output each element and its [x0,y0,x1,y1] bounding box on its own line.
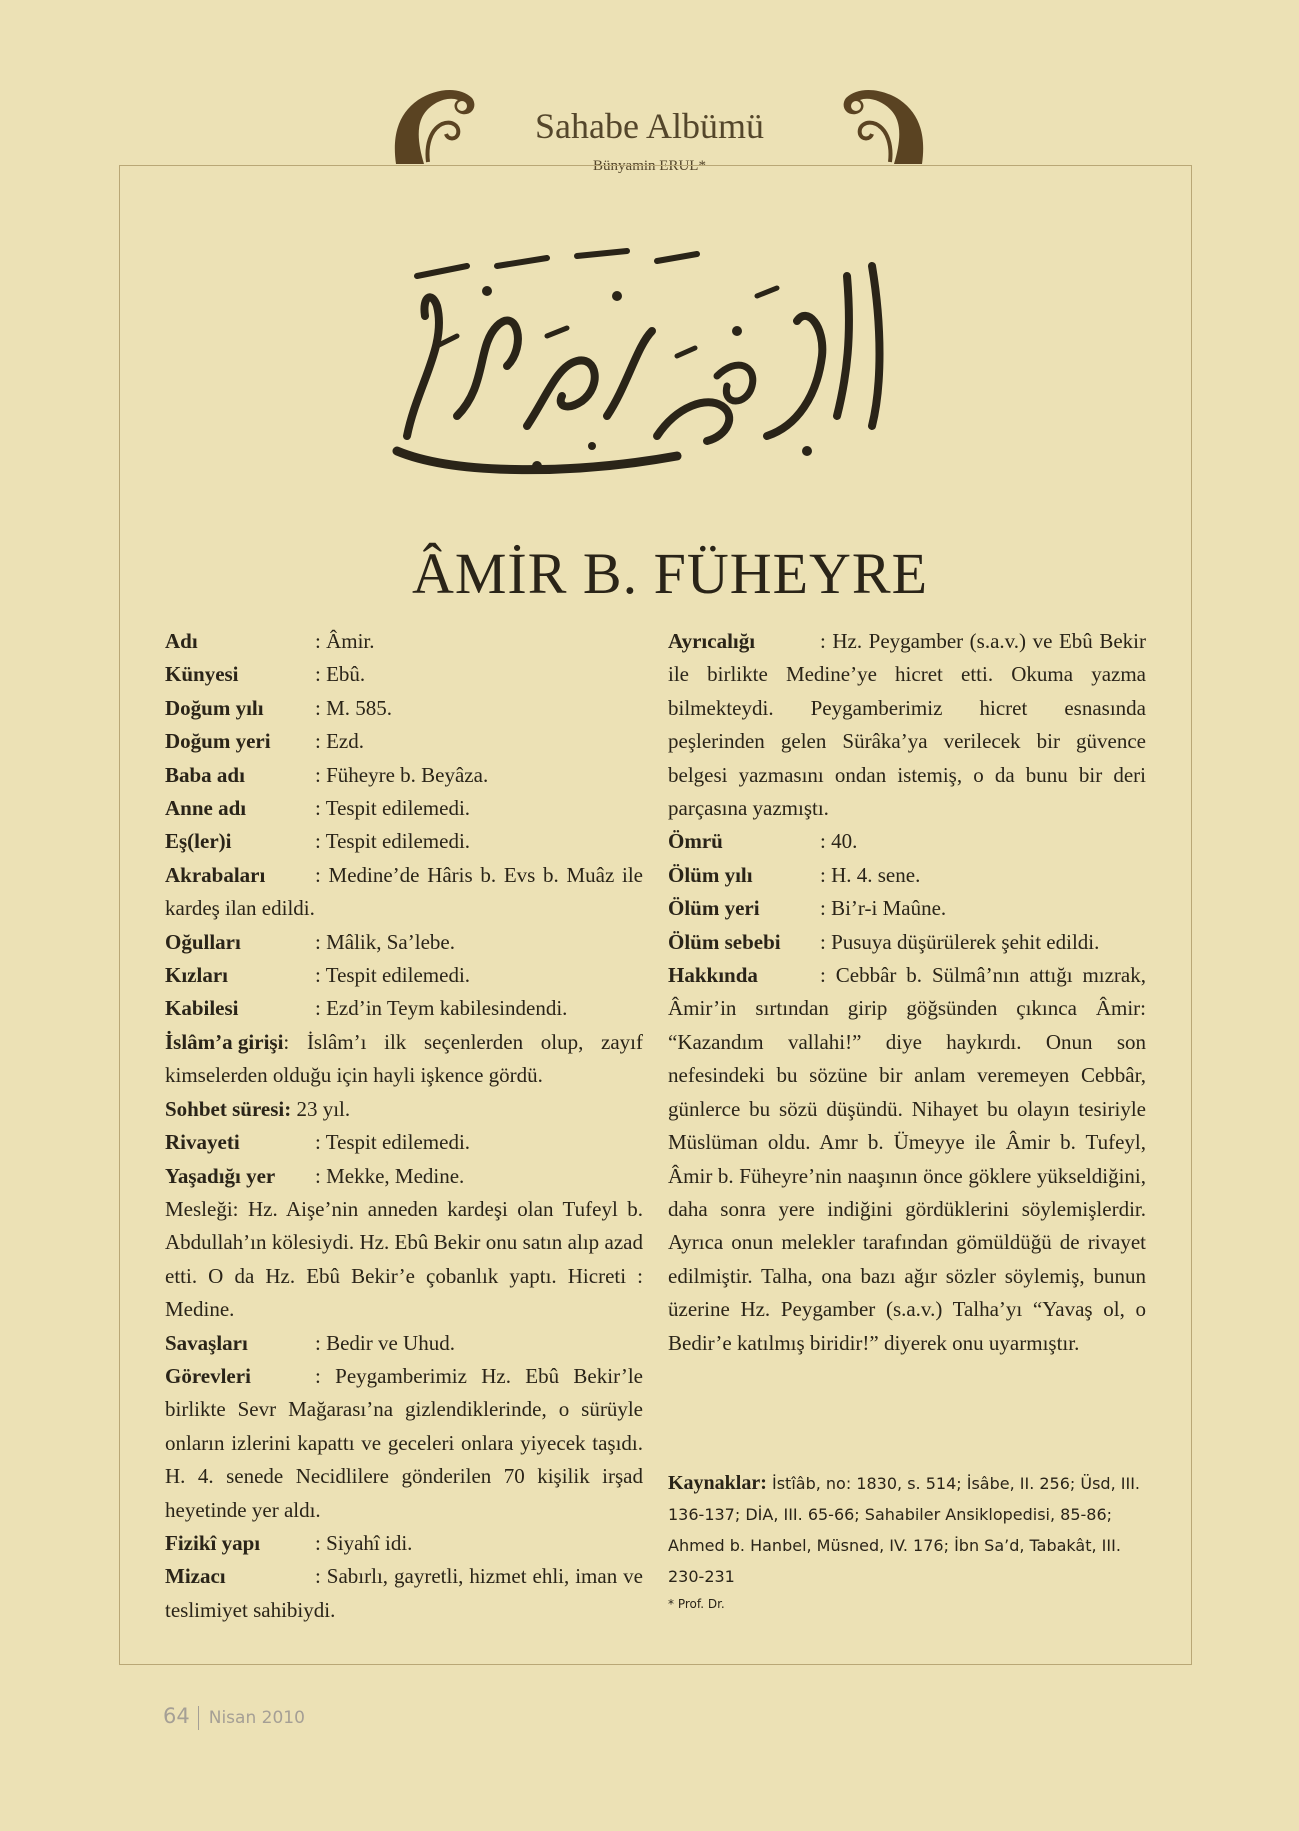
sources-block [668,1468,1146,1592]
field-row [668,892,1146,925]
field-label: Ömrü [668,829,723,854]
field-row [165,926,643,959]
field-value: : İslâm’ı ilk seçenlerden olup, zayıf kimselerden olduğu için hayli işkence gördü. [165,1029,643,1088]
field-label: Oğulları [165,929,241,954]
field-label: Kabilesi [165,996,239,1021]
field-value: : Ezd’in Teym kabilesindendi. [315,996,568,1021]
field-row [165,1193,643,1327]
field-value: Mesleği: Hz. Aişe’nin anneden kardeşi olan Tufeyl b. Abdullah’ın kölesiydi. Hz. Ebû Bekir onu satın alıp azad etti. O da Hz. Ebû Bekir’e çobanlık yaptı. Hicreti : Medine. [165,1196,643,1322]
field-row [165,859,643,926]
field-label: Baba adı [165,762,245,787]
field-value: : Hz. Peygamber (s.a.v.) ve Ebû Bekir ile birlikte Medine’ye hicret etti. Okuma yazma bilmekteydi. Peygamberimiz hicret esnasında peşlerinden gelen Sürâka’ya verilecek bir güvence belgesi yazmasını ondan istemiş, o da bunu bir deri parçasına yazmıştı. [668,629,1146,821]
footnote: * Prof. Dr. [668,1597,725,1611]
field-row [165,1360,643,1527]
article-title: ÂMİR B. FÜHEYRE [411,541,929,606]
field-row [668,926,1146,959]
field-value: : Füheyre b. Beyâza. [315,762,489,787]
field-label: Doğum yılı [165,695,264,720]
field-value: : Mâlik, Sa’lebe. [315,929,455,954]
field-row [165,1527,643,1560]
field-value: : Tespit edilemedi. [315,963,471,988]
field-label: İslâm’a girişi [165,1029,284,1054]
field-label: Akrabaları [165,862,266,887]
field-value: : Peygamberimiz Hz. Ebû Bekir’le birlikte Sevr Mağarası’na gizlendiklerinde, o sürüyle onların izlerini kapattı ve geceleri onlara yiyecek taşıdı. H. 4. senede Necidlilere gönderilen 70 kişilik irşad heyetinde yer aldı. [165,1363,643,1522]
field-label: Hakkında [668,963,758,988]
field-row [165,692,643,725]
field-row [165,759,643,792]
field-value: : Âmir. [315,629,375,653]
issue-date: Nisan 2010 [208,1708,305,1728]
field-label: Kızları [165,963,228,988]
field-label: Ölüm yeri [668,896,760,921]
field-value: : Tespit edilemedi. [315,1130,471,1155]
field-row [165,725,643,758]
field-row [165,992,643,1025]
field-value: : Ezd. [315,729,364,754]
field-row [165,825,643,858]
right-column [668,625,1146,1360]
sources-label: Kaynaklar: [668,1472,767,1494]
page-number: 64 [163,1704,190,1728]
field-row [165,1327,643,1360]
field-label: Rivayeti [165,1130,240,1155]
field-row [165,1093,643,1126]
field-label: Görevleri [165,1363,251,1388]
footer-divider [198,1706,199,1730]
section-title: Sahabe Albümü [535,106,764,146]
field-label: Yaşadığı yer [165,1163,276,1188]
field-label: Ölüm yılı [668,862,753,887]
field-value: : Tespit edilemedi. [315,796,471,821]
field-row [668,825,1146,858]
field-row [165,1126,643,1159]
field-row [165,1160,643,1193]
field-label: Ölüm sebebi [668,929,781,954]
field-row [165,625,643,658]
field-row [668,959,1146,1360]
sources-text: İstîâb, no: 1830, s. 514; İsâbe, II. 256; Üsd, III. 136-137; DİA, III. 65-66; Sahabiler Ansiklopedisi, 85-86; Ahmed b. Hanbel, Müsned, IV. 176; İbn Sa’d, Tabakât, III. 230-231 [668,1474,1140,1586]
field-value: 23 yıl. [291,1096,351,1121]
field-label: Ayrıcalığı [668,629,756,653]
field-row [668,625,1146,825]
field-value: : Tespit edilemedi. [315,829,471,854]
field-row [165,658,643,691]
field-value: : Medine’de Hâris b. Evs b. Muâz ile kardeş ilan edildi. [165,862,643,921]
field-value: : 40. [820,829,858,854]
field-row [668,859,1146,892]
field-value: : Sabırlı, gayretli, hizmet ehli, iman ve teslimiyet sahibiydi. [165,1564,643,1622]
field-row [165,1560,643,1627]
arabic-calligraphy-image [377,236,904,481]
field-label: Anne adı [165,796,247,821]
field-value: : Cebbâr b. Sülmâ’nın attığı mızrak, Âmir’in sırtından girip göğsünden çıkınca Âmir: “Kazandım vallahi!” diye haykırdı. Onun son nefesindeki bu sözüne bir anlam veremeyen Cebbâr, günlerce bu sözü düşündü. Nihayet bu olayın tesiriyle Müslüman oldu. Amr b. Ümeyye ile Âmir b. Tufeyl, Âmir b. Füheyre’nin naaşının önce göklere yükseldiğini, daha sonra yere indiğini gördüklerini söylemişlerdir. Ayrıca onun melekler tarafından gömüldüğü de rivayet edilmiştir. Talha, ona bazı ağır sözler söylemiş, bunun üzerine Hz. Peygamber (s.a.v.) Talha’yı “Yavaş ol, o Bedir’e katılmış biridir!” diyerek onu uyarmıştır. [668,963,1146,1355]
field-value: : Siyahî idi. [315,1530,413,1555]
field-label: Mizacı [165,1564,226,1589]
field-label: Savaşları [165,1330,248,1355]
field-label: Künyesi [165,662,239,687]
field-value: : H. 4. sene. [820,862,921,887]
field-label: Adı [165,629,198,653]
field-label: Sohbet süresi: [165,1096,292,1121]
author-name: Bünyamin ERUL* [593,158,706,174]
field-row [165,792,643,825]
field-row [165,959,643,992]
field-value: : Mekke, Medine. [315,1163,465,1188]
left-column [165,625,643,1627]
field-value: : Pusuya düşürülerek şehit edildi. [820,929,1100,954]
field-label: Doğum yeri [165,729,271,754]
field-label: Fizikî yapı [165,1530,261,1555]
field-value: : Bedir ve Uhud. [315,1330,455,1355]
field-value: : Ebû. [315,662,366,687]
field-value: : M. 585. [315,695,393,720]
field-row [165,1026,643,1093]
page-footer [163,1704,305,1730]
field-label: Eş(ler)i [165,829,232,854]
field-value: : Bi’r-i Maûne. [820,896,947,921]
